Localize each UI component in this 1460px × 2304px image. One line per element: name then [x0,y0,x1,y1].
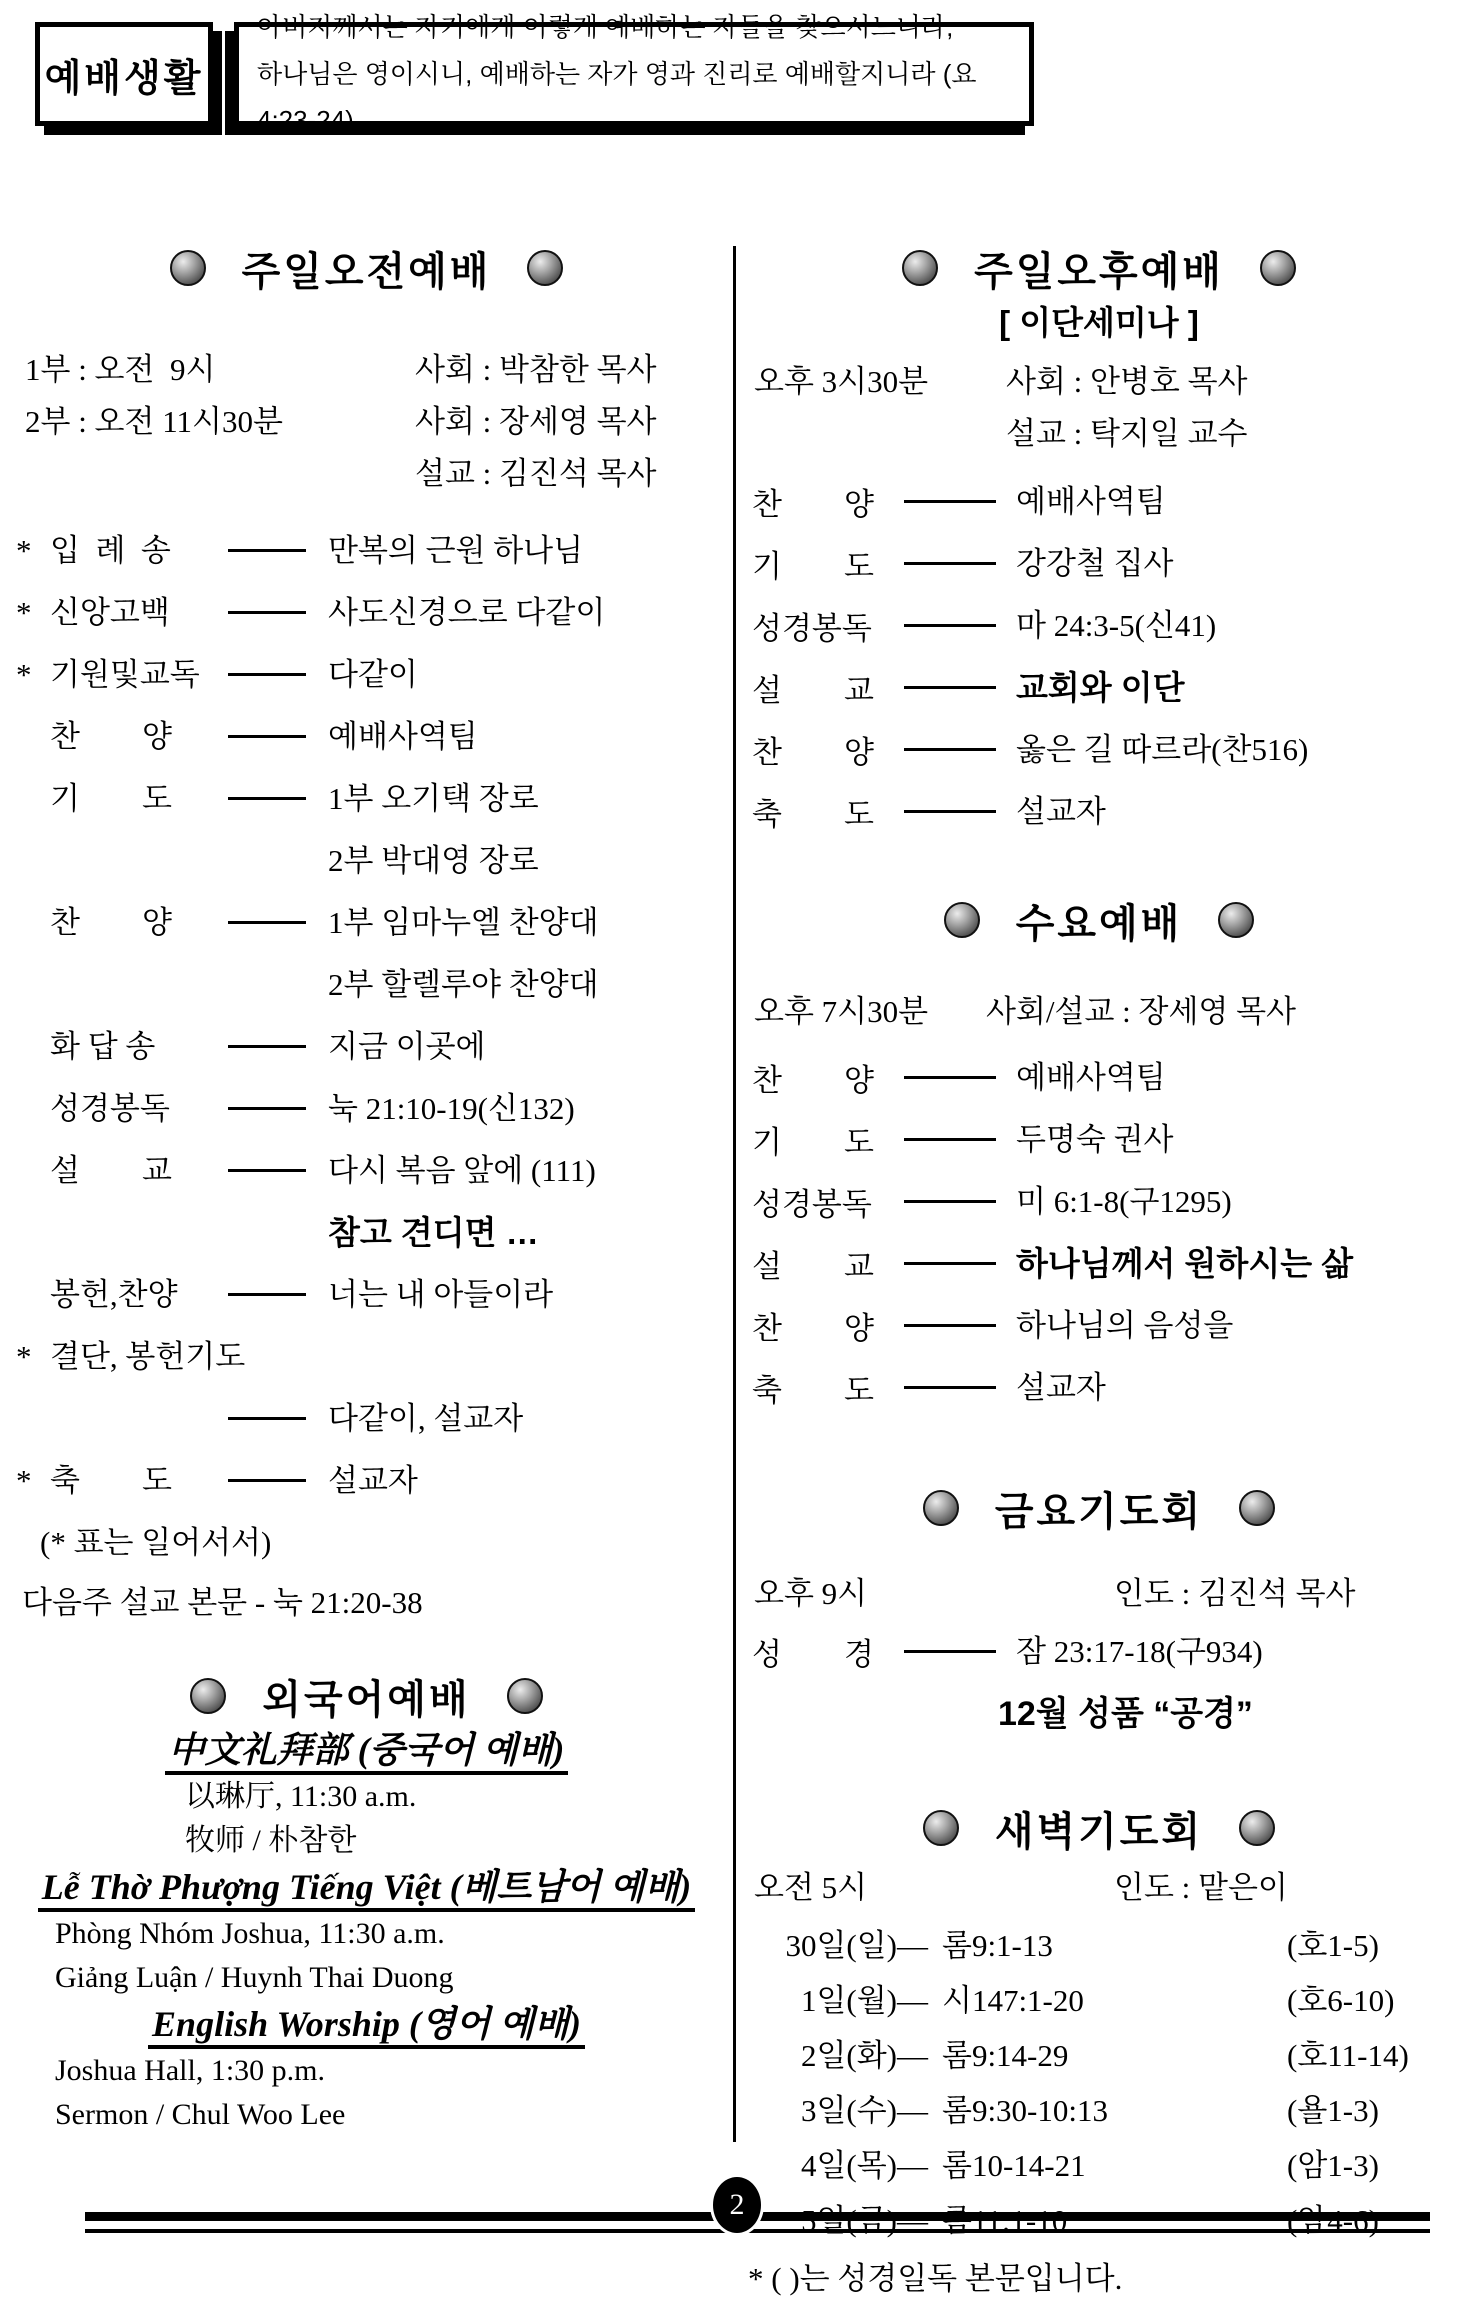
section-title-text: 주일오전예배 [241,249,492,294]
bullet-ball-icon [170,250,206,286]
service-row [0,1140,733,1264]
service-item-line: 다시 복음 앞에 (111) [328,1153,596,1188]
foreign-service-line: Joshua Hall, 1:30 p.m. [55,2054,325,2087]
reading-note: (호6-10) [1287,1983,1395,2018]
foreign-service-heading-wrap [0,2000,733,2049]
service-item-content [1016,1236,1458,1291]
service-item-line: 설교자 [328,1463,418,1498]
service-item-label: 설 교 [752,673,874,708]
bullet-ball-icon [507,1678,543,1714]
service-item-content [1016,1112,1458,1167]
foreign-service [0,2000,733,2137]
dash-cell [904,474,1016,503]
service-item-content [328,644,733,706]
reading-passage: 롬9:1-13 [942,1928,1053,1963]
reading-note: (호11-14) [1287,2038,1409,2073]
service-item-label: 성경봉독 [752,1187,872,1222]
dash-cell [904,1050,1016,1079]
foreign-service [0,1863,733,2000]
dash-line [904,1138,996,1141]
dash-cell [228,1078,328,1110]
dash-line [904,748,996,751]
morning-service-title [0,238,733,298]
dash-cell [228,1388,328,1420]
dash-cell [228,1140,328,1172]
schedule-time: 오전 5시 [754,1870,868,1905]
header-label-box [35,22,213,126]
service-row [740,1050,1458,1112]
service-item-label: 축 도 [752,1373,874,1408]
foreign-service-heading: Lễ Thờ Phượng Tiếng Việt (베트남어 예배) [38,1863,696,1912]
foreign-service-lines [0,2049,733,2137]
dash-cell [228,706,328,738]
dash-cell [228,892,328,924]
foreign-service-heading-wrap [0,1863,733,1912]
dash-line [904,500,996,503]
friday-schedule [740,1568,1458,1620]
dash-line [904,1650,996,1653]
schedule-role: 설교 : 김진석 목사 [415,456,657,491]
reading-day: 2일(화)— [800,2038,928,2073]
service-row [0,582,733,644]
service-item-label: 설 교 [50,1153,172,1188]
reading-row [740,1918,1458,1973]
service-row [0,1388,733,1450]
dash-cell [228,644,328,676]
foreign-service [0,1726,733,1863]
service-item-label: 기 도 [752,1125,874,1160]
foreign-service-lines [0,1775,733,1863]
reading-row [740,2028,1458,2083]
service-item-line: 지금 이곳에 [328,1029,486,1064]
schedule-row [740,408,1458,460]
bullet-ball-icon [944,902,980,938]
dash-line [904,1262,996,1265]
friday-prayer-title [740,1478,1458,1538]
friday-order-of-service [740,1624,1458,1686]
service-row [740,1360,1458,1422]
dash-line [228,1107,306,1110]
bullet-ball-icon [923,1810,959,1846]
service-item-line: 옳은 길 따르라(찬516) [1016,732,1309,767]
page-number: 2 [729,2188,745,2221]
service-item-content [328,768,733,892]
service-item-line: 미 6:1-8(구1295) [1016,1184,1232,1219]
service-item-line: 다같이, 설교자 [328,1401,524,1436]
service-row [740,1298,1458,1360]
bullet-ball-icon [1218,902,1254,938]
bullet-ball-icon [1239,1810,1275,1846]
dash-line [228,1417,306,1420]
dash-cell [904,1112,1016,1141]
afternoon-schedule [740,356,1458,460]
section-title-text: 수요예배 [1015,901,1183,946]
service-row [740,722,1458,784]
foreign-worship-title [0,1666,733,1726]
service-row [740,660,1458,722]
wednesday-service-title [740,890,1458,950]
service-item-line: 강강철 집사 [1016,546,1174,581]
star-marker: * [16,595,32,630]
foreign-service-lines [0,1912,733,2000]
dash-line [228,1045,306,1048]
service-item-label: 찬 양 [752,487,874,522]
service-row [0,1078,733,1140]
service-item-content [328,1016,733,1078]
service-item-content [1016,1298,1458,1353]
service-item-label: 찬 양 [752,1311,874,1346]
service-item-label: 기 도 [752,549,874,584]
dash-cell [904,722,1016,751]
service-item-label: 기원및교독 [50,657,200,692]
service-row [0,1326,733,1388]
reading-day: 30일(일)— [785,1928,928,1963]
service-item-line: 마 24:3-5(신41) [1016,608,1217,643]
service-item-line: 하나님께서 원하시는 삶 [1016,1245,1354,1282]
service-row [0,1264,733,1326]
bullet-ball-icon [923,1490,959,1526]
schedule-row [0,344,733,396]
bullet-ball-icon [527,250,563,286]
reading-passage: 롬10-14-21 [942,2148,1086,2183]
bottom-rule-thin [85,2229,1430,2233]
december-virtue-note: 12월 성품 “공경” [998,1695,1253,1733]
schedule-row [740,986,1458,1038]
morning-schedule [0,344,733,500]
service-item-content [328,1078,733,1140]
service-item-line: 만복의 근원 하나님 [328,533,584,568]
schedule-role: 설교 : 탁지일 교수 [1006,416,1248,451]
service-row [740,1624,1458,1686]
service-item-line: 예배사역팀 [328,719,478,754]
service-item-content [1016,1050,1458,1105]
service-item-label: 찬 양 [50,905,172,940]
schedule-time: 오후 7시30분 [754,994,929,1029]
schedule-time [740,408,1006,460]
service-item-label: 찬 양 [752,1063,874,1098]
header-label: 예배생활 [44,57,204,100]
dash-line [228,611,306,614]
service-item-content [328,706,733,768]
schedule-row [740,1568,1458,1620]
schedule-role: 인도 : 맡은이 [1114,1870,1288,1905]
dash-cell [228,1450,328,1482]
dash-line [228,673,306,676]
service-item-content [328,1140,733,1264]
section-title-text: 주일오후예배 [974,249,1224,294]
schedule-time [0,448,415,500]
reading-note: (호1-5) [1287,1928,1379,1963]
foreign-service-heading-wrap [0,1726,733,1775]
service-row [740,474,1458,536]
service-item-content [1016,660,1458,715]
dash-line [228,1293,306,1296]
foreign-service-heading: English Worship (영어 예배) [148,2000,585,2049]
foreign-language-worship-section [0,1666,733,2137]
star-marker: * [16,1463,32,1498]
service-item-content [1016,722,1458,777]
reading-note: (욜1-3) [1287,2093,1379,2128]
dash-cell [228,1016,328,1048]
foreign-service-line: Sermon / Chul Woo Lee [55,2098,346,2131]
schedule-time: 오후 9시 [754,1576,868,1611]
service-row [0,644,733,706]
service-item-content [1016,598,1458,653]
service-item-label: 성 경 [752,1637,874,1672]
service-row [0,706,733,768]
dash-line [228,1169,306,1172]
service-item-label: 성경봉독 [50,1091,170,1126]
dash-cell [904,536,1016,565]
service-item-label: 봉헌,찬양 [50,1277,178,1312]
schedule-time: 1부 : 오전 9시 [25,352,216,387]
dash-line [904,810,996,813]
reading-row [740,2083,1458,2138]
schedule-row [740,356,1458,408]
service-item-line: 두명숙 권사 [1016,1122,1174,1157]
service-item-label: 입 례 송 [50,533,171,568]
service-row [0,768,733,892]
service-item-line: 2부 할렐루야 찬양대 [328,967,599,1002]
reading-row [740,2138,1458,2193]
foreign-service-line: 牧师 / 朴참한 [185,1824,357,1857]
service-item-label: 성경봉독 [752,611,872,646]
schedule-time: 오후 3시30분 [754,364,929,399]
bullet-ball-icon [190,1678,226,1714]
service-item-content [328,1450,733,1512]
dash-line [904,1076,996,1079]
star-marker: * [16,533,32,568]
service-item-label: 결단, 봉헌기도 [50,1339,246,1374]
afternoon-subtitle: [ 이단세미나 ] [999,304,1199,341]
dash-line [904,1200,996,1203]
service-item-line: 설교자 [1016,794,1106,829]
page-number-badge [710,2174,764,2236]
schedule-role: 사회 : 안병호 목사 [1006,364,1248,399]
afternoon-service-title [740,238,1458,298]
service-item-line: 1부 임마누엘 찬양대 [328,905,599,940]
service-item-line: 하나님의 음성을 [1016,1308,1234,1343]
dash-cell [904,1624,1016,1653]
header-verse-box [234,11,1034,136]
section-title-text: 외국어예배 [262,1677,471,1722]
service-item-line: 잠 23:17-18(구934) [1016,1634,1263,1669]
bullet-ball-icon [902,250,938,286]
service-item-line: 2부 박대영 장로 [328,843,539,878]
reading-day: 4일(목)— [800,2148,928,2183]
dash-cell [228,768,328,800]
service-item-content [1016,784,1458,839]
foreign-service-line: 以琳厅, 11:30 a.m. [185,1780,417,1813]
service-item-label: 찬 양 [50,719,172,754]
dawn-readings-list [740,1918,1458,2248]
dash-line [228,549,306,552]
service-item-content [1016,536,1458,591]
schedule-row [0,448,733,500]
dash-line [904,1324,996,1327]
service-row [0,1016,733,1078]
service-item-label: 설 교 [752,1249,874,1284]
schedule-role: 인도 : 김진석 목사 [1114,1576,1356,1611]
wednesday-order-of-service [740,1050,1458,1422]
schedule-role: 사회 : 장세영 목사 [415,404,657,439]
service-item-content [1016,474,1458,529]
service-item-label: 신앙고백 [50,595,170,630]
service-item-line: 눅 21:10-19(신132) [328,1091,575,1126]
wednesday-schedule [740,986,1458,1038]
morning-order-of-service [0,520,733,1512]
dash-cell [228,1326,328,1355]
bullet-ball-icon [1260,250,1296,286]
service-item-label: 화 답 송 [50,1029,156,1064]
bullet-ball-icon [1239,1490,1275,1526]
next-week-sermon-text: 다음주 설교 본문 - 눅 21:20-38 [22,1585,423,1620]
header-verse-line1: 아버지께서는 자기에게 이렇게 예배하는 자들을 찾으시느니라, [257,11,954,42]
header-verse-line2: 하나님은 영이시니, 예배하는 자가 영과 진리로 예배할지니라 (요 4:23-24) [257,58,977,136]
service-row [740,1112,1458,1174]
reading-note: (암1-3) [1287,2148,1379,2183]
column-divider [733,246,736,2142]
service-item-label: 기 도 [50,781,172,816]
dash-line [904,1386,996,1389]
dash-cell [228,582,328,614]
dash-cell [228,1264,328,1296]
service-item-content [328,582,733,644]
service-row [740,784,1458,846]
service-row [740,598,1458,660]
foreign-service-heading: 中文礼拜部 (중국어 예배) [165,1726,569,1775]
service-item-label: 축 도 [50,1463,172,1498]
service-row [740,536,1458,598]
service-item-line: 다같이 [328,657,418,692]
service-item-content [328,892,733,1016]
dash-cell [904,660,1016,689]
service-item-line: 참고 견디면 … [328,1214,539,1251]
service-item-content [328,1264,733,1326]
reading-passage: 롬9:30-10:13 [942,2093,1108,2128]
foreign-service-line: Phòng Nhóm Joshua, 11:30 a.m. [55,1917,445,1950]
section-title-text: 새벽기도회 [994,1809,1204,1854]
schedule-row [0,396,733,448]
dash-line [228,797,306,800]
section-title-text: 금요기도회 [994,1489,1204,1534]
dawn-prayer-title [740,1798,1458,1858]
service-item-content [1016,1174,1458,1229]
reading-passage: 롬9:14-29 [942,2038,1069,2073]
dash-cell [904,1236,1016,1265]
dash-line [904,624,996,627]
right-column [740,238,1458,2304]
left-column [0,238,733,2137]
reading-passage: 시147:1-20 [942,1983,1084,2018]
dawn-schedule [740,1862,1458,1914]
reading-row [740,1973,1458,2028]
service-item-label: 축 도 [752,797,874,832]
service-item-line: 예배사역팀 [1016,484,1166,519]
service-item-label: 찬 양 [752,735,874,770]
foreign-service-line: Giảng Luận / Huynh Thai Duong [55,1961,454,1994]
service-row [740,1236,1458,1298]
service-item-line: 예배사역팀 [1016,1060,1166,1095]
star-marker: * [16,1339,32,1374]
dash-line [904,562,996,565]
dash-line [228,1479,306,1482]
reading-day: 1일(월)— [800,1983,928,2018]
service-row [0,520,733,582]
service-row [0,1450,733,1512]
service-item-line: 교회와 이단 [1016,669,1185,706]
service-item-content [328,1388,733,1450]
dash-cell [904,1298,1016,1327]
dash-cell [904,1174,1016,1203]
dash-cell [904,1360,1016,1389]
service-item-line: 설교자 [1016,1370,1106,1405]
schedule-role: 사회/설교 : 장세영 목사 [986,994,1296,1029]
service-item-content [328,520,733,582]
dash-cell [228,520,328,552]
service-row [0,892,733,1016]
schedule-role: 사회 : 박참한 목사 [415,352,657,387]
reading-day: 3일(수)— [800,2093,928,2128]
dash-line [228,735,306,738]
service-item-line: 너는 내 아들이라 [328,1277,554,1312]
dash-line [904,686,996,689]
schedule-row [740,1862,1458,1914]
foreign-services-list [0,1726,733,2137]
service-item-content [1016,1360,1458,1415]
service-item-line: 1부 오기택 장로 [328,781,539,816]
standing-footnote: (* 표는 일어서서) [40,1525,272,1560]
service-row [740,1174,1458,1236]
service-item-line: 사도신경으로 다같이 [328,595,606,630]
afternoon-order-of-service [740,474,1458,846]
dash-cell [904,784,1016,813]
star-marker: * [16,657,32,692]
service-item-content [1016,1624,1458,1679]
dash-cell [904,598,1016,627]
schedule-time: 2부 : 오전 11시30분 [25,404,283,439]
bible-reading-footnote: * ( )는 성경일독 본문입니다. [748,2261,1123,2296]
dash-line [228,921,306,924]
